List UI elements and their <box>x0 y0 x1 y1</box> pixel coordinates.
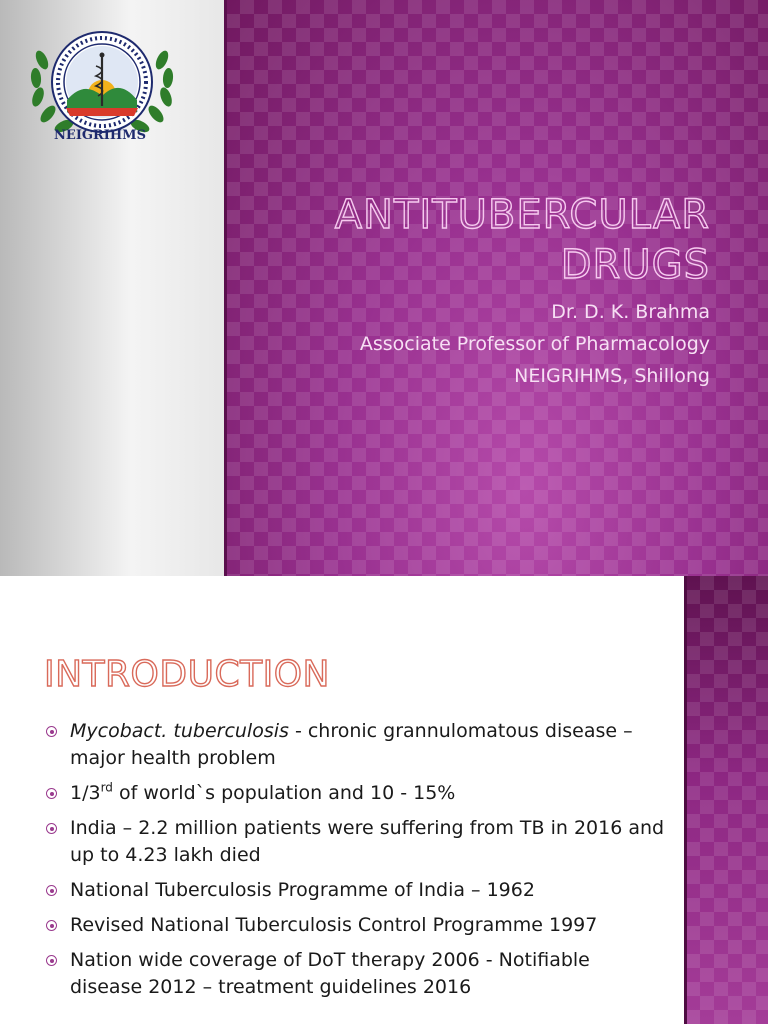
title-line-2: DRUGS <box>560 242 710 288</box>
bullet-icon <box>46 920 57 931</box>
bullet-icon <box>46 788 57 799</box>
list-item <box>46 912 666 939</box>
bullet-icon <box>46 955 57 966</box>
fraction-text: 1/3 <box>70 782 101 804</box>
bullet-text: India – 2.2 million patients were suffering from TB in 2016 and up to 4.23 lakh died <box>70 817 665 866</box>
band-edge <box>684 576 687 1024</box>
organism-name: Mycobact. tuberculosis <box>70 720 289 742</box>
author-name: Dr. D. K. Brahma <box>551 301 710 323</box>
list-item <box>46 780 666 807</box>
bullet-text: - chronic grannulomatous disease – major health problem <box>70 720 633 769</box>
bullet-list <box>46 718 666 1009</box>
bullet-icon <box>46 823 57 834</box>
bullet-text: National Tuberculosis Programme of India – 1962 <box>70 879 535 901</box>
list-item <box>46 718 666 772</box>
presenter-info <box>270 296 710 392</box>
logo-caption: NEIGRIHMS <box>54 128 146 143</box>
section-title: INTRODUCTION <box>44 654 330 695</box>
list-item <box>46 877 666 904</box>
list-item <box>46 815 666 869</box>
bullet-text: of world`s population and 10 - 15% <box>112 782 456 804</box>
introduction-slide <box>0 576 768 1024</box>
slide-title <box>290 190 710 290</box>
list-item <box>46 947 666 1001</box>
panel-divider <box>224 0 227 576</box>
superscript: rd <box>100 780 113 795</box>
band-pattern <box>686 576 768 1024</box>
title-line-1: ANTITUBERCULAR <box>334 192 710 238</box>
bullet-text: Nation wide coverage of DoT therapy 2006 - Notifiable disease 2012 – treatment guidelines 2016 <box>70 949 590 998</box>
bullet-icon <box>46 726 57 737</box>
bullet-text: Revised National Tuberculosis Control Programme 1997 <box>70 914 598 936</box>
author-institution: NEIGRIHMS, Shillong <box>514 365 710 387</box>
author-position: Associate Professor of Pharmacology <box>359 333 710 355</box>
bullet-icon <box>46 885 57 896</box>
